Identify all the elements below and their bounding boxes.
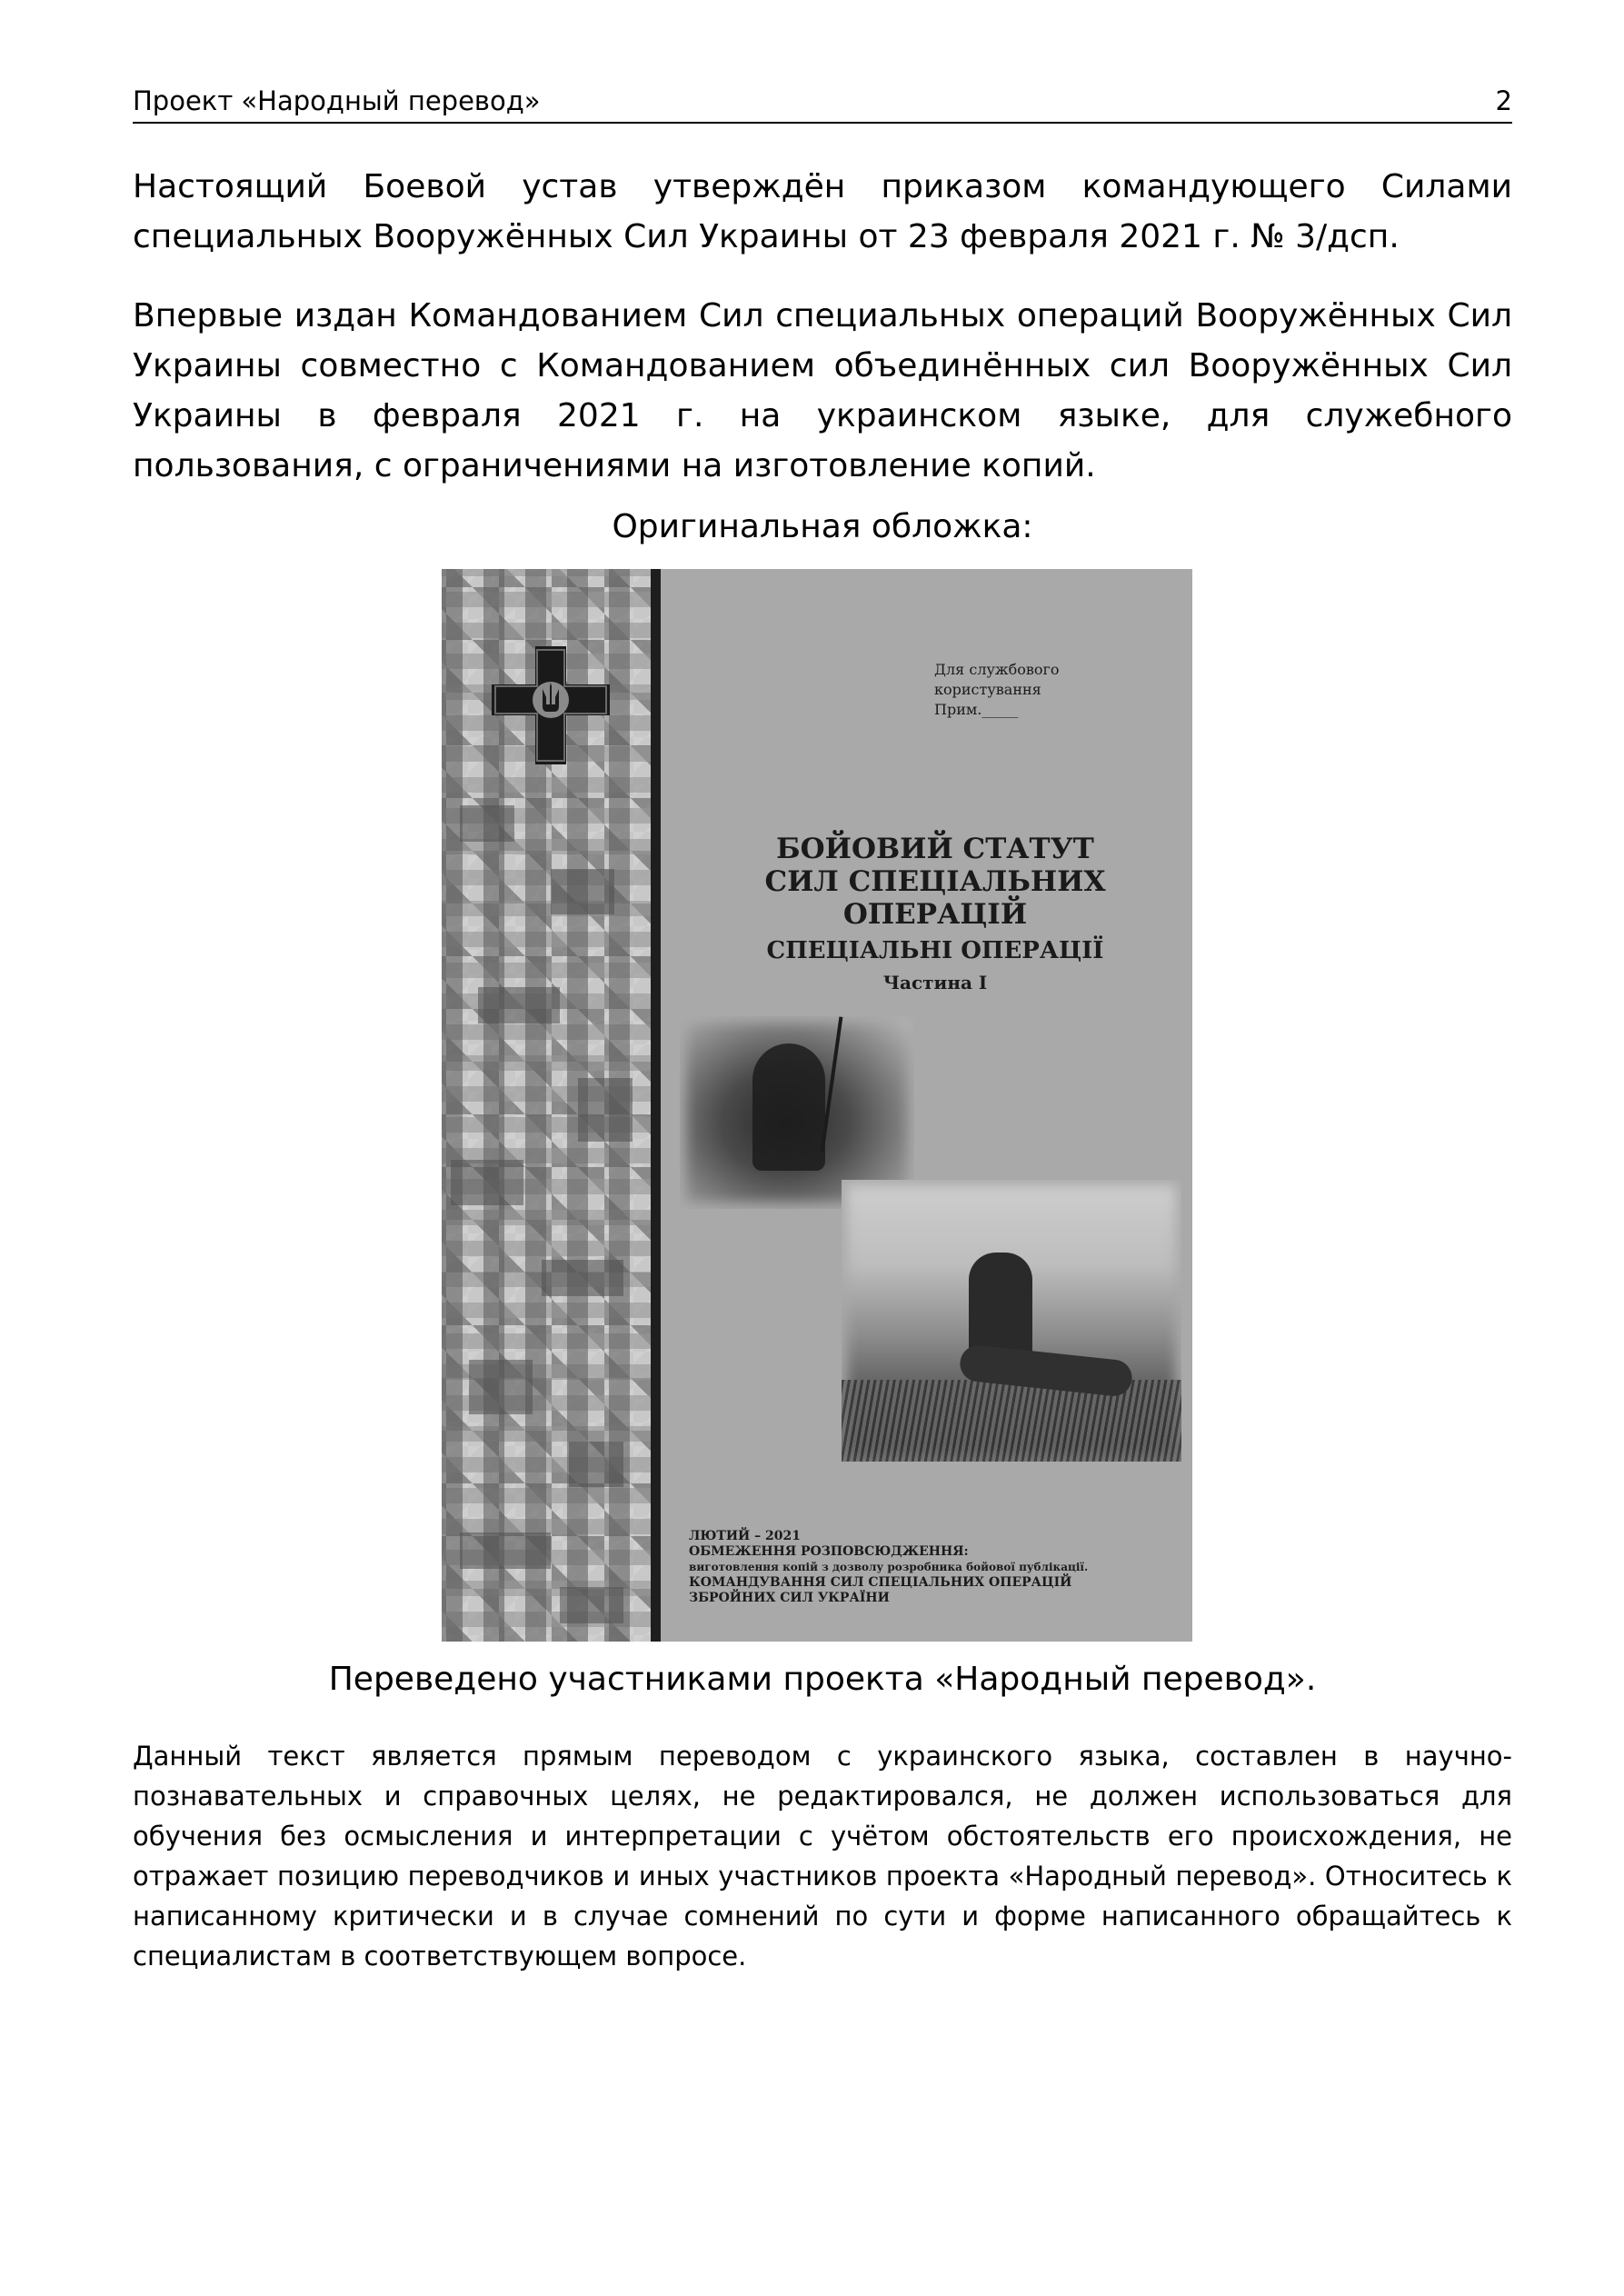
cover-caption: Оригинальная обложка: bbox=[612, 508, 1033, 545]
cover-imprint bbox=[689, 1529, 1180, 1606]
command-line-2: ЗБРОЙНИХ СИЛ УКРАЇНИ bbox=[689, 1591, 890, 1605]
cover-subtitle: СПЕЦІАЛЬНІ ОПЕРАЦІЇ bbox=[766, 937, 1104, 964]
header-title: Проект «Народный перевод» bbox=[133, 85, 541, 116]
field-soldiers-photo bbox=[842, 1180, 1181, 1462]
cover-divider-stripe bbox=[651, 569, 661, 1642]
distribution-text: виготовлення копій з дозволу розробника бойової публікації. bbox=[689, 1561, 1089, 1573]
approval-paragraph: Настоящий Боевой устав утверждён приказом командующего Силами специальных Вооружённых Сил Украины от 23 февраля 2021 г. № 3/дсп. bbox=[133, 168, 1512, 255]
page-number: 2 bbox=[1495, 85, 1512, 116]
disclaimer-paragraph: Данный текст является прямым переводом с украинского языка, составлен в научно-познавательных и справочных целях, не редактировался, не должен использоваться для обучения без осмысления и интерпретации с учётом обстоятельств его происхождения, не отражает позицию переводчиков и иных участников проекта «Народный перевод». Относитесь к написанному критически и в случае сомнений по сути и форме написанного обращайтесь к специалистам в соответствующем вопросе. bbox=[133, 1741, 1512, 1972]
restriction-line-2: Прим._____ bbox=[934, 701, 1019, 718]
command-line-1: КОМАНДУВАННЯ СИЛ СПЕЦІАЛЬНИХ ОПЕРАЦІЙ bbox=[689, 1575, 1072, 1590]
cross-trident-emblem-icon bbox=[492, 646, 610, 764]
translated-by-caption: Переведено участниками проекта «Народный перевод». bbox=[328, 1661, 1317, 1698]
restriction-line-1: Для службового користування bbox=[934, 661, 1060, 698]
publication-paragraph: Впервые издан Командованием Сил специальных операций Вооружённых Сил Украины совместно с Командованием объединённых сил Вооружённых Сил Украины в февраля 2021 г. на украинском языке, для служебного пользования, с ограничениями на изготовление копий. bbox=[133, 297, 1512, 484]
original-cover-image bbox=[442, 569, 1192, 1642]
restriction-notice bbox=[934, 660, 1161, 720]
distribution-title: ОБМЕЖЕННЯ РОЗПОВСЮДЖЕННЯ: bbox=[689, 1544, 969, 1559]
cover-title-line-1: БОЙОВИЙ СТАТУТ bbox=[776, 833, 1094, 865]
page-header bbox=[133, 82, 1512, 124]
cover-title-line-2: СИЛ СПЕЦІАЛЬНИХ ОПЕРАЦІЙ bbox=[764, 865, 1106, 931]
cover-date: ЛЮТИЙ – 2021 bbox=[689, 1529, 801, 1543]
cover-part: Частина І bbox=[882, 972, 988, 993]
